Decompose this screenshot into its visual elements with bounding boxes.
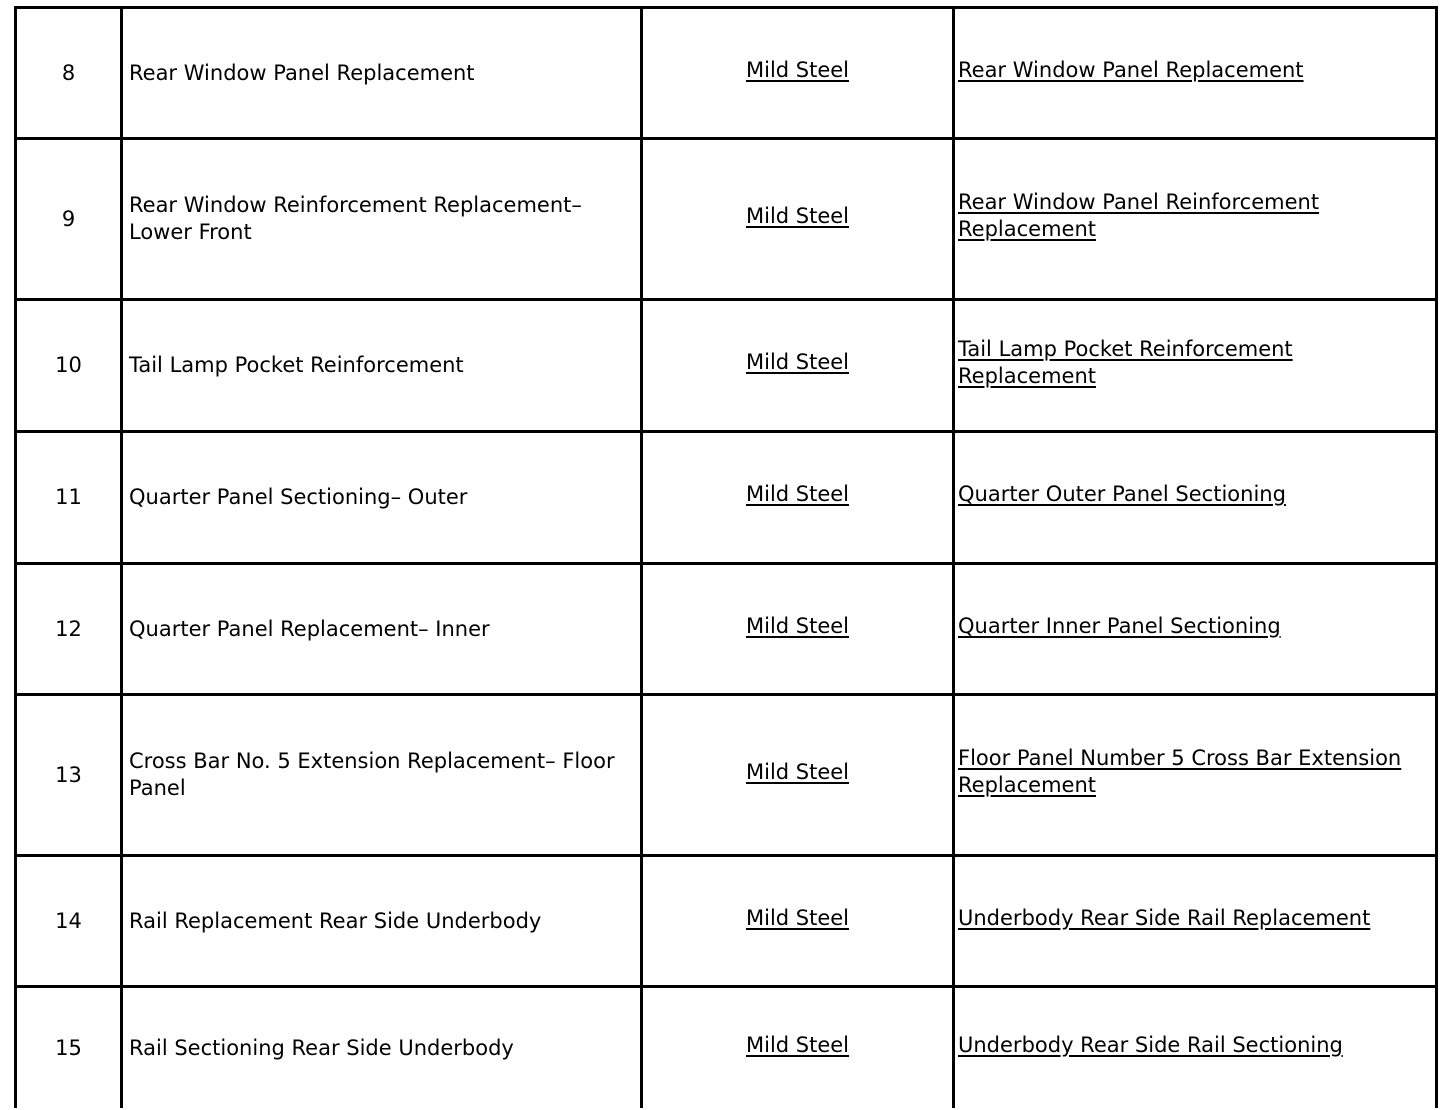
- material-cell: [640, 298, 952, 430]
- procedure-description: Quarter Panel Sectioning– Outer: [120, 430, 640, 562]
- material-cell: [640, 985, 952, 1108]
- table-row: [14, 854, 1438, 985]
- table-row: [14, 693, 1438, 854]
- material-cell: [640, 693, 952, 854]
- row-number: 15: [14, 985, 120, 1108]
- procedure-link[interactable]: Quarter Inner Panel Sectioning: [958, 613, 1281, 638]
- procedure-description: Tail Lamp Pocket Reinforcement: [120, 298, 640, 430]
- material-link[interactable]: Mild Steel: [745, 482, 850, 506]
- material-link[interactable]: Mild Steel: [745, 1032, 850, 1057]
- reference-cell: [952, 985, 1438, 1108]
- material-cell: [640, 562, 952, 693]
- table-row: [14, 430, 1438, 562]
- procedure-link[interactable]: Floor Panel Number 5 Cross Bar Extension Replacement: [958, 746, 1402, 797]
- material-link[interactable]: Mild Steel: [745, 759, 850, 784]
- material-link[interactable]: Mild Steel: [745, 613, 850, 638]
- row-number: 14: [14, 854, 120, 985]
- material-cell: [640, 6, 952, 137]
- row-number: 10: [14, 298, 120, 430]
- row-number: 9: [14, 137, 120, 298]
- reference-cell: [952, 562, 1438, 693]
- procedure-link[interactable]: Rear Window Panel Replacement: [958, 57, 1304, 82]
- material-link[interactable]: Mild Steel: [745, 203, 850, 228]
- material-link[interactable]: Mild Steel: [745, 905, 850, 930]
- material-cell: [640, 430, 952, 562]
- procedure-description: Rear Window Panel Replacement: [120, 6, 640, 137]
- table-row: [14, 562, 1438, 693]
- reference-cell: [952, 298, 1438, 430]
- procedure-link[interactable]: Rear Window Panel Reinforcement Replacement: [958, 190, 1320, 241]
- table-row: [14, 985, 1438, 1108]
- reference-cell: [952, 693, 1438, 854]
- row-number: 11: [14, 430, 120, 562]
- row-number: 13: [14, 693, 120, 854]
- reference-cell: [952, 854, 1438, 985]
- table-row: [14, 6, 1438, 137]
- procedure-description: Rear Window Reinforcement Replacement– Lower Front: [120, 137, 640, 298]
- reference-cell: [952, 6, 1438, 137]
- row-number: 8: [14, 6, 120, 137]
- procedure-description: Rail Replacement Rear Side Underbody: [120, 854, 640, 985]
- reference-cell: [952, 137, 1438, 298]
- table-row: [14, 298, 1438, 430]
- material-link[interactable]: Mild Steel: [745, 350, 850, 374]
- material-link[interactable]: Mild Steel: [745, 57, 850, 82]
- reference-cell: [952, 430, 1438, 562]
- procedure-link[interactable]: Quarter Outer Panel Sectioning: [958, 482, 1286, 506]
- procedure-description: Cross Bar No. 5 Extension Replacement– Floor Panel: [120, 693, 640, 854]
- procedure-description: Rail Sectioning Rear Side Underbody: [120, 985, 640, 1108]
- procedure-description: Quarter Panel Replacement– Inner: [120, 562, 640, 693]
- table-row: [14, 137, 1438, 298]
- procedure-link[interactable]: Underbody Rear Side Rail Sectioning: [958, 1032, 1343, 1057]
- material-cell: [640, 137, 952, 298]
- procedure-link[interactable]: Underbody Rear Side Rail Replacement: [958, 905, 1371, 930]
- procedure-link[interactable]: Tail Lamp Pocket Reinforcement Replacement: [958, 336, 1293, 388]
- material-cell: [640, 854, 952, 985]
- repair-procedures-table-container: [14, 6, 1438, 1108]
- row-number: 12: [14, 562, 120, 693]
- repair-procedures-table: [14, 6, 1438, 1108]
